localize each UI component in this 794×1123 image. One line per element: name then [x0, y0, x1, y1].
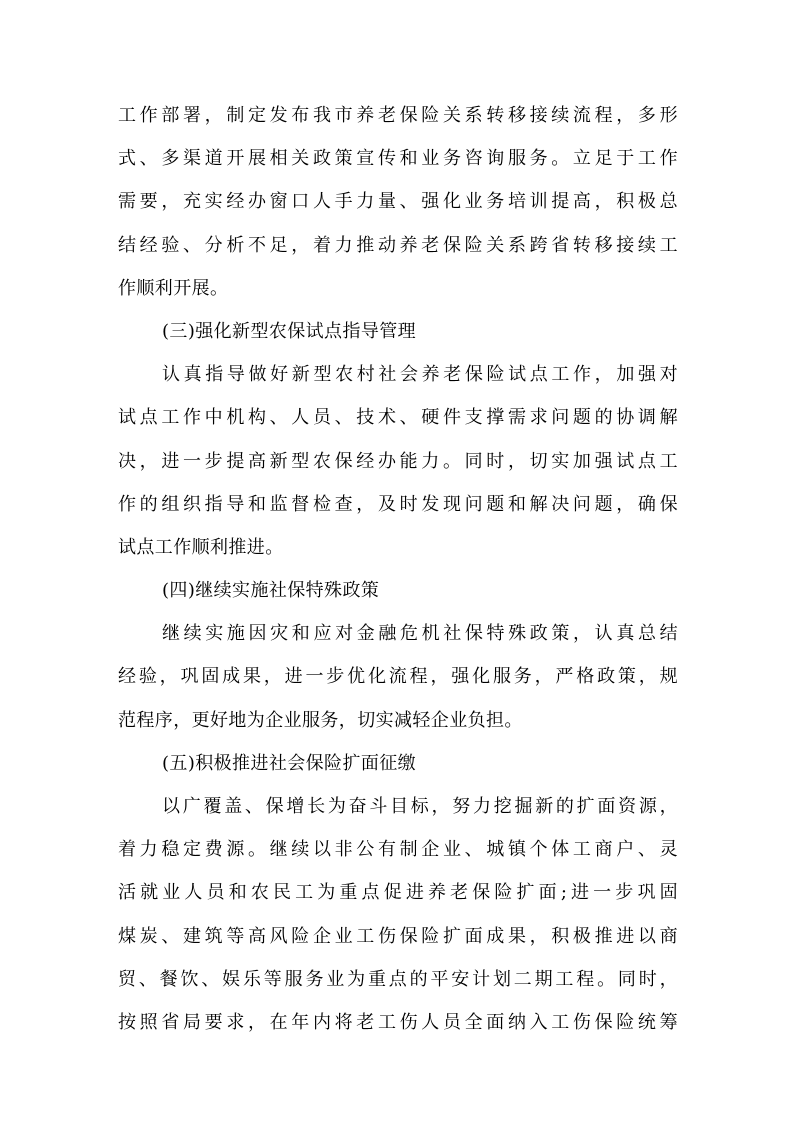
body-text-line: 着力稳定费源。继续以非公有制企业、城镇个体工商户、灵	[118, 839, 678, 861]
document-body	[118, 94, 678, 1044]
body-text-line: 工作部署，制定发布我市养老保险关系转移接续流程，多形	[118, 105, 678, 126]
body-text-line: 试点工作中机构、人员、技术、硬件支撑需求问题的协调解	[118, 407, 678, 429]
section-heading: (四)继续实施社保特殊政策	[162, 580, 380, 602]
body-text-line: 结经验、分析不足，着力推动养老保险关系跨省转移接续工	[118, 234, 678, 256]
body-text-line: 范程序，更好地为企业服务，切实减轻企业负担。	[118, 709, 523, 731]
body-text-line: 认真指导做好新型农村社会养老保险试点工作，加强对	[162, 364, 678, 386]
body-text-line: 经验，巩固成果，进一步优化流程，强化服务，严格政策，规	[118, 666, 678, 688]
body-text-line: 试点工作顺利推进。	[118, 536, 284, 558]
body-text-line: 式、多渠道开展相关政策宣传和业务咨询服务。立足于工作	[118, 148, 678, 170]
body-text-line: 作的组织指导和监督检查，及时发现问题和解决问题，确保	[118, 493, 678, 515]
body-text-line: 决，进一步提高新型农保经办能力。同时，切实加强试点工	[118, 450, 678, 472]
body-text-line: 贸、餐饮、娱乐等服务业为重点的平安计划二期工程。同时，	[118, 968, 678, 990]
body-text-line: 继续实施因灾和应对金融危机社保特殊政策，认真总结	[162, 623, 678, 645]
body-text-line: 活就业人员和农民工为重点促进养老保险扩面;进一步巩固	[118, 882, 678, 904]
section-heading: (三)强化新型农保试点指导管理	[162, 320, 417, 342]
body-text-line: 需要，充实经办窗口人手力量、强化业务培训提高，积极总	[118, 191, 678, 213]
body-text-line: 煤炭、建筑等高风险企业工伤保险扩面成果，积极推进以商	[118, 925, 678, 947]
body-text-line: 作顺利开展。	[118, 277, 229, 299]
section-heading: (五)积极推进社会保险扩面征缴	[162, 752, 417, 774]
body-text-line: 以广覆盖、保增长为奋斗目标，努力挖掘新的扩面资源，	[162, 796, 678, 817]
body-text-line: 按照省局要求，在年内将老工伤人员全面纳入工伤保险统筹	[118, 1011, 678, 1033]
